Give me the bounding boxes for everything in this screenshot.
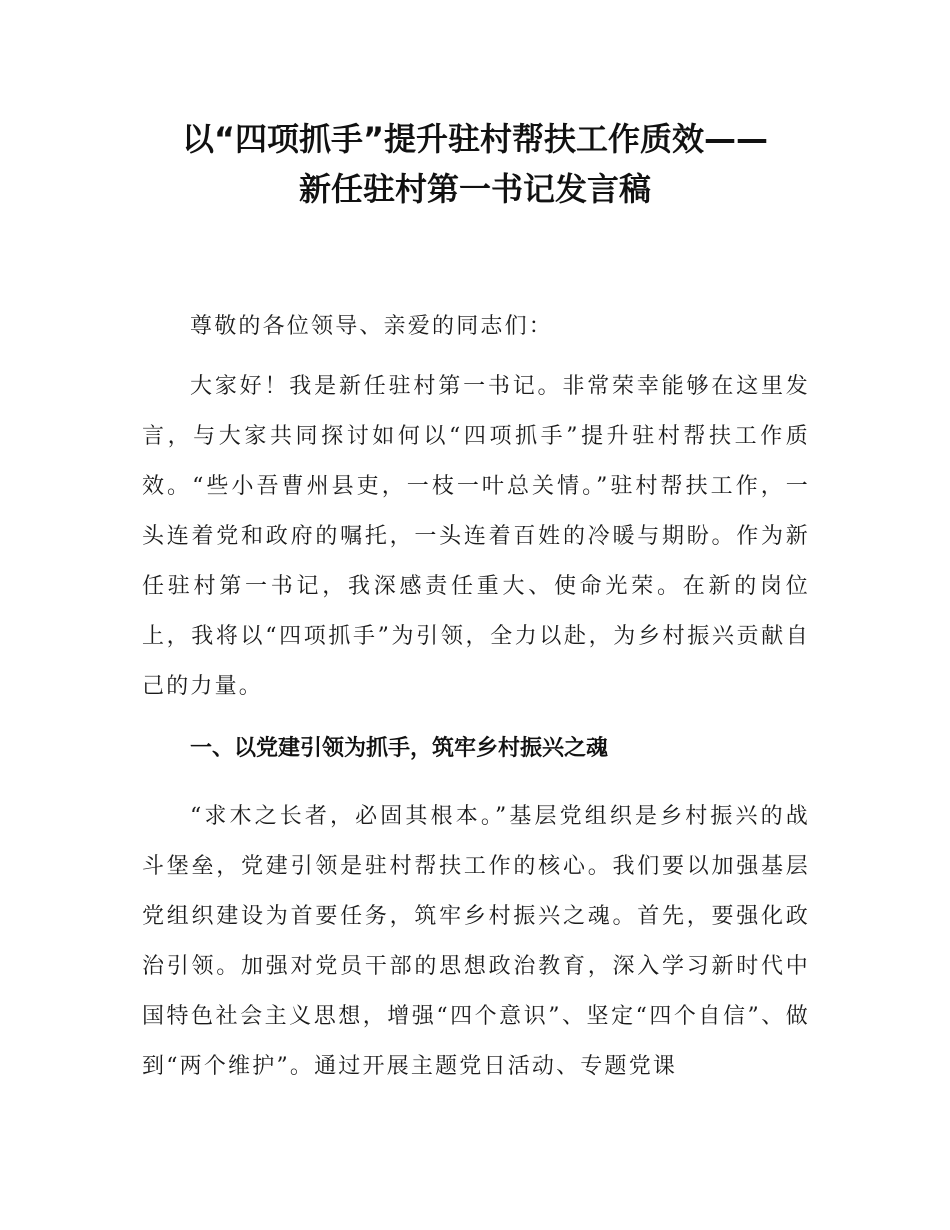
paragraph-section-1: “求木之长者，必固其根本。”基层党组织是乡村振兴的战斗堡垒，党建引领是驻村帮扶工作的核心。我们要以加强基层党组织建设为首要任务，筑牢乡村振兴之魂。首先，要强化政治引领。加强对党员干部的思想政治教育，深入学习新时代中国特色社会主义思想，增强“四个意识”、坚定“四个自信”、做到“两个维护”。通过开展主题党日活动、专题党课 <box>142 804 810 1079</box>
document-title-line-2: 新任驻村第一书记发言稿 <box>298 170 651 208</box>
salutation: 尊敬的各位领导、亲爱的同志们： <box>190 314 554 339</box>
section-heading-1: 一、以党建引领为抓手，筑牢乡村振兴之魂 <box>190 736 609 761</box>
paragraph-intro: 大家好！我是新任驻村第一书记。非常荣幸能够在这里发言，与大家共同探讨如何以“四项抓手”提升驻村帮扶工作质效。“些小吾曹州县吏，一枝一叶总关情。”驻村帮扶工作，一头连着党和政府的嘱托，一头连着百姓的冷暖与期盼。作为新任驻村第一书记，我深感责任重大、使命光荣。在新的岗位上，我将以“四项抓手”为引领，全力以赴，为乡村振兴贡献自己的力量。 <box>142 374 810 699</box>
document-title-line-1: 以“四项抓手”提升驻村帮扶工作质效—— <box>181 120 769 158</box>
